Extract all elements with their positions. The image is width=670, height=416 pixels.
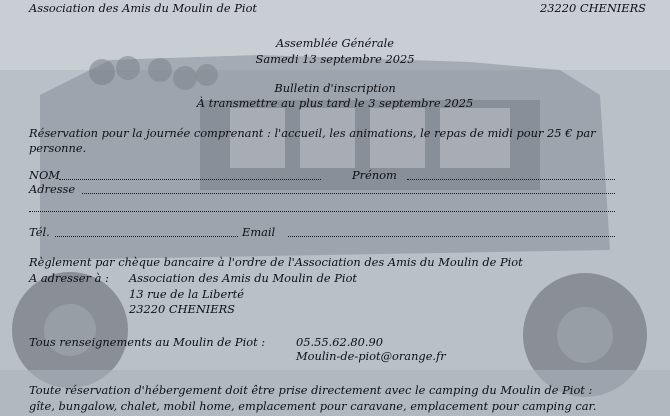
tel-field[interactable] <box>55 236 238 237</box>
nom-field[interactable] <box>59 179 321 180</box>
prenom-field[interactable] <box>407 179 615 180</box>
nom-label: NOM <box>29 168 60 182</box>
reservation-text-line2: personne. <box>29 141 87 155</box>
reservation-text-line1: Réservation pour la journée comprenant : l'accueil, les animations, le repas de midi pour 25 € par <box>29 126 596 140</box>
prenom-label: Prénom <box>352 168 397 182</box>
event-date: Samedi 13 septembre 2025 <box>255 52 415 66</box>
adresse-field-line2[interactable] <box>29 211 615 212</box>
payment-address-name: Association des Amis du Moulin de Piot <box>129 271 358 285</box>
payment-address-town: 23220 CHENIERS <box>129 302 235 316</box>
lodging-text-line1: Toute réservation d'hébergement doit être prise directement avec le camping du Moulin de Piot : <box>29 383 593 397</box>
lodging-text-line2: gîte, bungalow, chalet, mobil home, emplacement pour caravane, emplacement pour camping car. <box>29 399 597 413</box>
payment-text: Règlement par chèque bancaire à l'ordre de l'Association des Amis du Moulin de Piot <box>29 255 523 269</box>
contact-email[interactable]: Moulin-de-piot@orange.fr <box>296 349 446 363</box>
contact-phone: 05.55.62.80.90 <box>296 335 383 349</box>
header-association: Association des Amis du Moulin de Piot <box>29 1 258 15</box>
header-postcode-town: 23220 CHENIERS <box>540 1 646 15</box>
adresse-field[interactable] <box>82 193 615 194</box>
payment-address-street: 13 rue de la Liberté <box>129 287 244 301</box>
contact-label: Tous renseignements au Moulin de Piot : <box>29 335 266 349</box>
bulletin-title: Bulletin d'inscription <box>274 81 396 95</box>
email-field[interactable] <box>288 236 615 237</box>
adresse-label: Adresse <box>29 182 76 196</box>
email-label: Email <box>242 225 276 239</box>
event-title: Assemblée Générale <box>275 36 395 50</box>
bulletin-deadline: À transmettre au plus tard le 3 septembre 2025 <box>196 96 474 110</box>
tel-label: Tél. <box>29 225 50 239</box>
payment-send-label: A adresser à : <box>29 271 109 285</box>
